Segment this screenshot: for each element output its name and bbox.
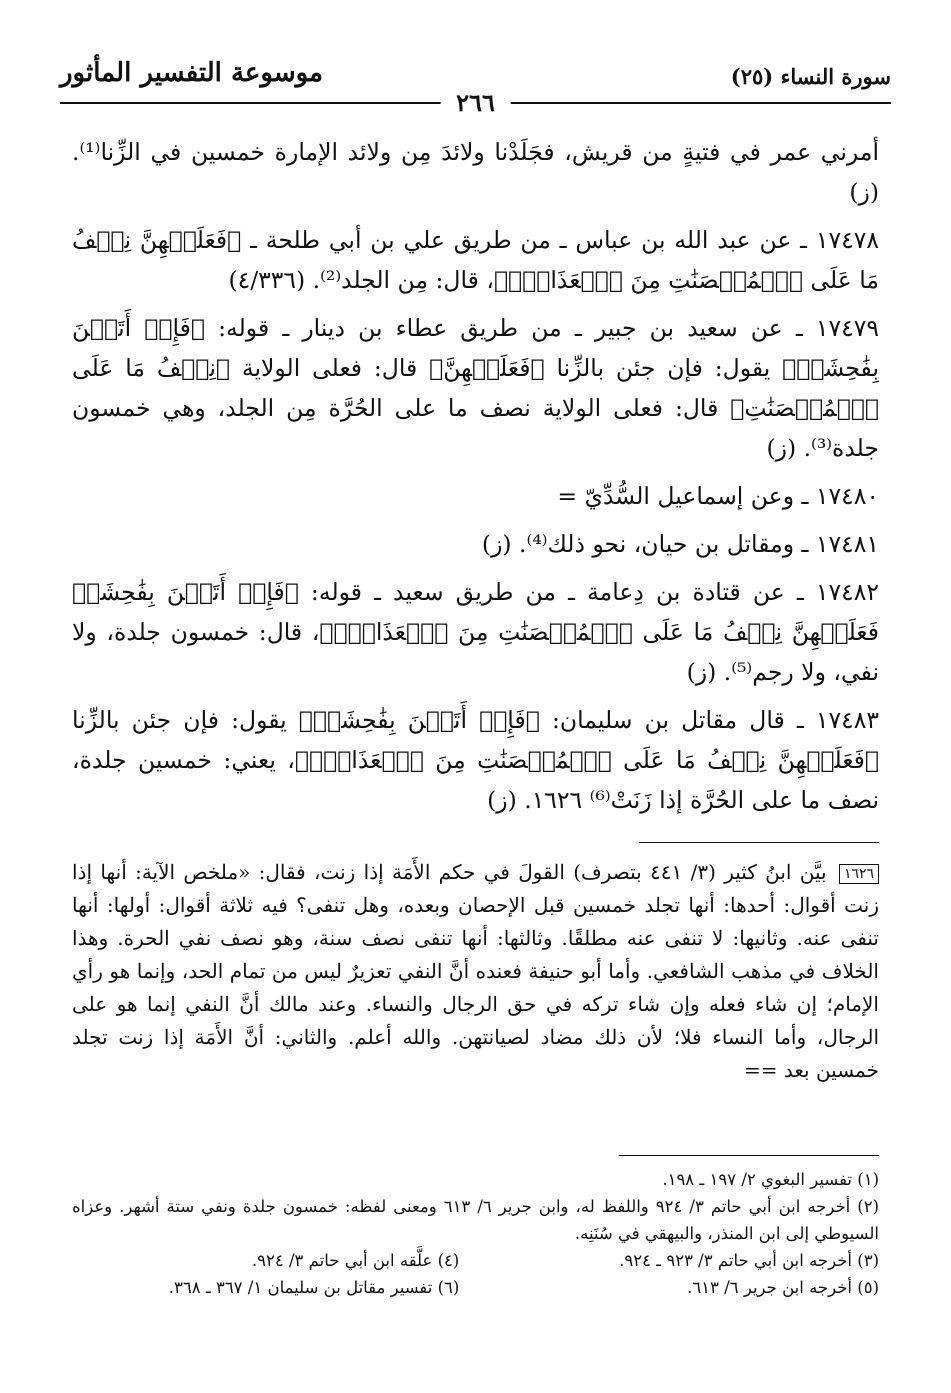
footnote-3: (٣) أخرجه ابن أبي حاتم ٣/ ٩٢٣ ـ ٩٢٤. (619, 1251, 879, 1270)
footnote-4: (٤) علَّقه ابن أبي حاتم ٣/ ٩٢٤. (251, 1251, 460, 1270)
narration-17483: ١٧٤٨٣ ـ قال مقاتل بن سليمان: ﴿فَإِنۡ أَتَيۡنَ بِفَٰحِشَةٖ﴾ يقول: فإن جئن بالزِّنا ﴿فَعَلَيۡهِنَّ نِصۡفُ مَا عَلَى ٱلۡمُحۡصَنَٰتِ مِنَ ٱلۡعَذَابِۚ﴾، يعني: خمسين جلدة، نصف ما على الحُرَّة إذا زَنَتْ⁽⁶⁾ ١٦٢٦. (ز) (72, 706, 879, 814)
main-text (72, 132, 879, 828)
footnote-5: (٥) أخرجه ابن جرير ٦/ ٦١٣. (687, 1278, 879, 1297)
commentary-ref-box: ١٦٢٦ (839, 864, 879, 884)
footnote-separator (619, 1155, 879, 1156)
surah-title: سورة النساء (٢٥) (730, 64, 891, 89)
page-header (60, 50, 891, 120)
narration-17479: ١٧٤٧٩ ـ عن سعيد بن جبير ـ من طريق عطاء بن دينار ـ قوله: ﴿فَإِنۡ أَتَيۡنَ بِفَٰحِشَةٖ﴾ يقول: فإن جئن بالزِّنا ﴿فَعَلَيۡهِنَّ﴾ قال: فعلى الولاية ﴿نِصۡفُ مَا عَلَى ٱلۡمُحۡصَنَٰتِ﴾ قال: فعلى الولاية نصف ما على الحُرَّة مِن الجلد، وهي خمسون جلدة⁽³⁾. (ز) (72, 314, 879, 462)
narration-17480: ١٧٤٨٠ ـ وعن إسماعيل السُّدِّيّ = (557, 482, 879, 510)
footnote-1: (١) تفسير البغوي ٢/ ١٩٧ ـ ١٩٨. (662, 1170, 879, 1189)
book-title: موسوعة التفسير المأثور (60, 58, 323, 88)
footnote-6: (٦) تفسير مقاتل بن سليمان ١/ ٣٦٧ ـ ٣٦٨. (168, 1278, 460, 1297)
commentary-text: بيَّن ابنُ كثير (٣/ ٤٤١ بتصرف) القولَ في حكم الأَمَة إذا زنت، فقال: «ملخص الآية: أنها إذا زنت أقوال: أحدها: أنها تجلد خمسين قبل الإحصان وبعده، وهل تنفى؟ فيه ثلاثة أقوال: أولها: أنها تنفى عنه. وثانيها: لا تنفى عنه مطلقًا. وثالثها: أنها تنفى نصف سنة، وهو نصف نفي الحرة. وهذا الخلاف في مذهب الشافعي. وأما أبو حنيفة فعنده أنَّ النفي تعزيرٌ ليس من تمام الحد، وإنما هو رأي الإمام؛ إن شاء فعله وإن شاء تركه في حق الرجال والنساء. وعند مالك أنَّ النفي إنما هو على الرجال، وأما النساء فلا؛ لأن ذلك مضاد لصيانتهن. والله أعلم. والثاني: أنَّ الأَمَة إذا زنت تجلد خمسين بعد == (72, 860, 879, 1082)
narration-17482: ١٧٤٨٢ ـ عن قتادة بن دِعامة ـ من طريق سعيد ـ قوله: ﴿فَإِنۡ أَتَيۡنَ بِفَٰحِشَةٖ فَعَلَيۡهِنَّ نِصۡفُ مَا عَلَى ٱلۡمُحۡصَنَٰتِ مِنَ ٱلۡعَذَابِۚ﴾، قال: خمسون جلدة، ولا نفي، ولا رجم⁽⁵⁾. (ز) (72, 578, 879, 686)
narration-17478: ١٧٤٧٨ ـ عن عبد الله بن عباس ـ من طريق علي بن أبي طلحة ـ ﴿فَعَلَيۡهِنَّ نِصۡفُ مَا عَلَى ٱلۡمُحۡصَنَٰتِ مِنَ ٱلۡعَذَابِۚ﴾، قال: مِن الجلد⁽²⁾. (٤/٣٣٦) (72, 226, 879, 294)
commentary-separator (639, 842, 879, 843)
footnote-row (72, 1274, 879, 1301)
footnotes (72, 1166, 879, 1301)
narration-17481: ١٧٤٨١ ـ ومقاتل بن حيان، نحو ذلك⁽⁴⁾. (ز) (481, 530, 879, 558)
footnote-2: (٢) أخرجه ابن أبي حاتم ٣/ ٩٢٤ واللفظ له، وابن جرير ٦/ ٦١٣ ومعنى لفظه: خمسون جلدة ونفي ستة أشهر. وعزاه السيوطي إلى ابن المنذر، والبيهقي في سُنَنِه. (72, 1197, 880, 1243)
footnote-row (72, 1247, 879, 1274)
commentary-block (72, 856, 879, 1087)
page-number: ٢٦٦ (440, 88, 511, 117)
text-paragraph: أمرني عمر في فتيةٍ من قريش، فجَلَدْنا ولائدَ مِن ولائد الإمارة خمسين في الزِّنا⁽¹⁾. (ز) (72, 138, 879, 206)
